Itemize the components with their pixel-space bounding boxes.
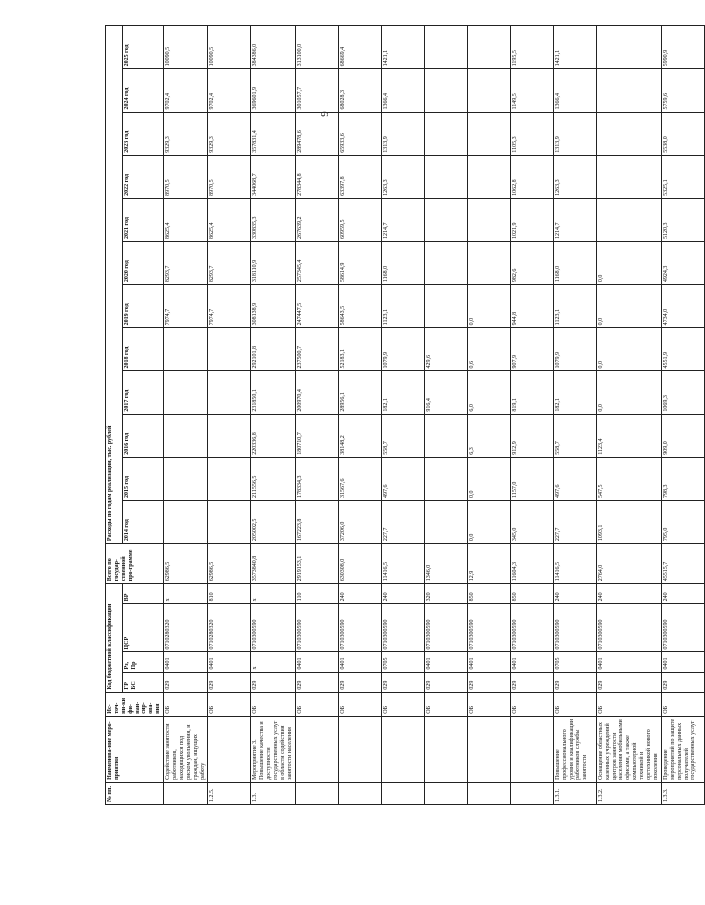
row-year-cell: 6,3 (467, 414, 510, 457)
row-csr-cell: 0710280320 (208, 604, 251, 652)
row-year-cell: 0,0 (596, 371, 661, 414)
row-source-cell: ОБ (510, 692, 553, 716)
row-year-cell: 1214,7 (381, 198, 424, 241)
row-year-cell: 38148,2 (338, 414, 381, 457)
table-row (208, 26, 251, 805)
row-year-cell (467, 69, 510, 112)
row-year-cell: 10090,5 (208, 26, 251, 69)
row-year-cell: 4551,9 (661, 328, 704, 371)
row-year-cell: 182,1 (553, 371, 596, 414)
row-year-cell: 497,6 (553, 457, 596, 500)
row-year-cell: 180710,7 (295, 414, 338, 457)
row-year-cell: 8970,5 (164, 155, 208, 198)
row-csr-cell: 0710300590 (661, 604, 704, 652)
row-year-cell: 909,0 (661, 414, 704, 457)
row-year-cell: 178334,3 (295, 457, 338, 500)
row-year-cell: 5759,6 (661, 69, 704, 112)
row-year-cell: 182,1 (381, 371, 424, 414)
row-num-cell: 1.3.3. (661, 782, 704, 804)
row-name-cell (295, 716, 338, 782)
row-year-cell: 278344,8 (295, 155, 338, 198)
row-vr-cell: 240 (596, 584, 661, 604)
row-vr-cell: 240 (338, 584, 381, 604)
row-year-cell: 1123,4 (596, 414, 661, 457)
row-year-cell: 0,6 (467, 328, 510, 371)
row-year-cell: 267639,2 (295, 198, 338, 241)
row-year-cell: 1214,7 (553, 198, 596, 241)
row-source-cell: ОБ (553, 692, 596, 716)
row-year-cell (164, 457, 208, 500)
row-year-cell: 9702,4 (208, 69, 251, 112)
row-year-cell (596, 69, 661, 112)
row-source-cell: ОБ (381, 692, 424, 716)
row-year-cell: 227,7 (553, 500, 596, 543)
row-year-cell: 9702,4 (164, 69, 208, 112)
row-total-cell: 2919153,1 (295, 544, 338, 584)
row-csr-cell: 0710300590 (510, 604, 553, 652)
row-name-cell (510, 716, 553, 782)
rotated-table-container (105, 25, 697, 805)
row-year-cell: 9329,3 (164, 112, 208, 155)
row-grbs-cell: 029 (338, 672, 381, 692)
row-rzpr-cell: x (251, 652, 295, 672)
row-year-cell: 0,0 (467, 457, 510, 500)
row-year-cell: 819,1 (510, 371, 553, 414)
row-year-cell (424, 155, 467, 198)
row-year-cell: 1421,1 (381, 26, 424, 69)
row-year-cell: 227,7 (381, 500, 424, 543)
row-year-cell: 1079,9 (553, 328, 596, 371)
row-year-cell (164, 414, 208, 457)
row-year-cell: 63397,8 (338, 155, 381, 198)
row-year-cell (424, 457, 467, 500)
row-source-cell: ОБ (251, 692, 295, 716)
row-rzpr-cell: 0401 (510, 652, 553, 672)
row-grbs-cell: 029 (467, 672, 510, 692)
row-year-cell (596, 112, 661, 155)
row-year-cell: 429,6 (424, 328, 467, 371)
table-row (596, 26, 661, 805)
row-year-cell: 58614,9 (338, 242, 381, 285)
header-year: 2021 год (123, 198, 164, 241)
header-num: № пп. (106, 782, 164, 804)
row-num-cell (295, 782, 338, 804)
row-total-cell: 11416,5 (381, 544, 424, 584)
row-year-cell: 68669,4 (338, 26, 381, 69)
row-rzpr-cell: 0401 (208, 652, 251, 672)
row-total-cell: 12,9 (467, 544, 510, 584)
row-year-cell: 558,7 (553, 414, 596, 457)
row-year-cell: 344068,7 (251, 155, 295, 198)
header-year: 2016 год (123, 414, 164, 457)
row-year-cell: 289478,6 (295, 112, 338, 155)
row-year-cell (164, 500, 208, 543)
row-year-cell: 1366,4 (553, 69, 596, 112)
row-year-cell: 1168,0 (553, 242, 596, 285)
row-year-cell (467, 112, 510, 155)
row-year-cell: 8625,4 (164, 198, 208, 241)
row-num-cell (381, 782, 424, 804)
row-rzpr-cell: 0401 (596, 652, 661, 672)
header-grbs: ГР БС (123, 672, 164, 692)
row-year-cell: 912,9 (510, 414, 553, 457)
row-year-cell: 37206,0 (338, 500, 381, 543)
row-year-cell: 200970,4 (295, 371, 338, 414)
row-grbs-cell: 029 (553, 672, 596, 692)
row-year-cell: 1195,5 (510, 26, 553, 69)
row-year-cell (424, 414, 467, 457)
row-vr-cell: 320 (424, 584, 467, 604)
table-row (467, 26, 510, 805)
row-source-cell: ОБ (338, 692, 381, 716)
row-csr-cell: 0710300590 (424, 604, 467, 652)
row-num-cell: 1.2.5. (208, 782, 251, 804)
header-year: 2014 год (123, 500, 164, 543)
row-year-cell: 1123,1 (381, 285, 424, 328)
row-year-cell: 8293,7 (208, 242, 251, 285)
row-year-cell: 982,6 (510, 242, 553, 285)
budget-table (105, 25, 705, 805)
row-year-cell (424, 242, 467, 285)
row-year-cell: 167223,8 (295, 500, 338, 543)
row-year-cell: 257345,4 (295, 242, 338, 285)
row-name-cell (208, 716, 251, 782)
row-grbs-cell: 029 (251, 672, 295, 692)
header-year: 2024 год (123, 69, 164, 112)
row-year-cell: 1168,0 (381, 242, 424, 285)
row-year-cell: 292101,8 (251, 328, 295, 371)
row-year-cell: 8293,7 (164, 242, 208, 285)
row-year-cell: 7974,7 (164, 285, 208, 328)
row-vr-cell: 850 (510, 584, 553, 604)
row-name-cell: Мероприятие 3. Повышение качества и доступности государственных услуг в области содействия занятости населения (251, 716, 295, 782)
row-name-cell: Оснащение областных казенных учреждений центров занятости населения мобильными офисами, а также компьютерной техникой и оргтехникой нового поколения (596, 716, 661, 782)
header-source: Ис-точ-ни-ки фи-нан-сир-ова-ния (106, 692, 164, 716)
row-vr-cell: 810 (208, 584, 251, 604)
row-name-cell (424, 716, 467, 782)
header-year: 2020 год (123, 242, 164, 285)
header-year: 2025 год (123, 26, 164, 69)
row-year-cell: 68028,3 (338, 69, 381, 112)
row-num-cell: 1.3. (251, 782, 295, 804)
row-year-cell: 369601,9 (251, 69, 295, 112)
row-year-cell: 5120,3 (661, 198, 704, 241)
row-year-cell (467, 242, 510, 285)
row-year-cell (208, 414, 251, 457)
row-year-cell: 9329,3 (208, 112, 251, 155)
row-year-cell: 5325,1 (661, 155, 704, 198)
row-year-cell: 798,3 (661, 457, 704, 500)
row-year-cell (596, 198, 661, 241)
row-year-cell: 384386,0 (251, 26, 295, 69)
row-year-cell: 0,0 (596, 242, 661, 285)
row-year-cell: 28956,1 (338, 371, 381, 414)
row-year-cell (596, 155, 661, 198)
row-grbs-cell: 029 (424, 672, 467, 692)
header-year: 2018 год (123, 328, 164, 371)
row-source-cell: ОБ (295, 692, 338, 716)
row-year-cell (424, 285, 467, 328)
row-year-cell: 907,9 (510, 328, 553, 371)
row-vr-cell: 240 (661, 584, 704, 604)
row-year-cell (467, 198, 510, 241)
row-num-cell: 1.3.1. (553, 782, 596, 804)
row-csr-cell: 0710300590 (553, 604, 596, 652)
row-name-cell: Проведение мероприятий по защите персональных данных получателей государственных услуг (661, 716, 704, 782)
row-num-cell (164, 782, 208, 804)
row-total-cell: 3573840,8 (251, 544, 295, 584)
row-total-cell: 62986,5 (164, 544, 208, 584)
row-name-cell (467, 716, 510, 782)
row-vr-cell: 240 (381, 584, 424, 604)
row-csr-cell: 0710300590 (338, 604, 381, 652)
row-year-cell: 211556,5 (251, 457, 295, 500)
row-year-cell: 795,0 (661, 500, 704, 543)
row-year-cell: 1021,9 (510, 198, 553, 241)
row-year-cell: 345,0 (510, 500, 553, 543)
row-year-cell: 0,0 (596, 285, 661, 328)
row-csr-cell: 0710300590 (251, 604, 295, 652)
row-vr-cell: 850 (467, 584, 510, 604)
row-year-cell: 944,8 (510, 285, 553, 328)
row-year-cell: 1093,1 (596, 500, 661, 543)
row-csr-cell: 0710300590 (295, 604, 338, 652)
table-row (164, 26, 208, 805)
row-year-cell: 0,0 (596, 328, 661, 371)
row-num-cell (467, 782, 510, 804)
row-year-cell: 558,7 (381, 414, 424, 457)
table-row (381, 26, 424, 805)
row-grbs-cell: 029 (208, 672, 251, 692)
page-number: 9 (318, 111, 331, 117)
row-year-cell (596, 26, 661, 69)
row-num-cell (424, 782, 467, 804)
header-year: 2023 год (123, 112, 164, 155)
row-vr-cell: x (164, 584, 208, 604)
row-year-cell: 1263,3 (553, 155, 596, 198)
row-year-cell: 1313,9 (381, 112, 424, 155)
row-rzpr-cell: 0401 (424, 652, 467, 672)
header-year: 2017 год (123, 371, 164, 414)
row-year-cell: 220336,8 (251, 414, 295, 457)
row-year-cell: 1123,1 (553, 285, 596, 328)
row-grbs-cell: 029 (510, 672, 553, 692)
row-name-cell (338, 716, 381, 782)
row-year-cell: 231850,1 (251, 371, 295, 414)
header-rzpr: Рз, Пр (123, 652, 164, 672)
row-year-cell (208, 500, 251, 543)
header-name: Наименова-ние меро-приятия (106, 716, 164, 782)
row-num-cell: 1.3.2. (596, 782, 661, 804)
row-vr-cell: x (251, 584, 295, 604)
row-year-cell (424, 26, 467, 69)
row-year-cell: 916,4 (424, 371, 467, 414)
row-year-cell (164, 328, 208, 371)
row-year-cell: 1105,3 (510, 112, 553, 155)
row-total-cell: 630308,0 (338, 544, 381, 584)
header-year: 2019 год (123, 285, 164, 328)
table-row (424, 26, 467, 805)
row-source-cell: ОБ (661, 692, 704, 716)
row-source-cell: ОБ (424, 692, 467, 716)
header-vr: ВР (123, 584, 164, 604)
row-rzpr-cell: 0401 (295, 652, 338, 672)
row-year-cell (164, 371, 208, 414)
row-total-cell: 11416,5 (553, 544, 596, 584)
row-csr-cell: 0710280320 (164, 604, 208, 652)
row-year-cell: 1157,0 (510, 457, 553, 500)
row-year-cell: 1149,5 (510, 69, 553, 112)
row-year-cell: 318110,9 (251, 242, 295, 285)
row-name-cell: Повышение профессионального уровня и квалификации работников службы занятости (553, 716, 596, 782)
table-row (338, 26, 381, 805)
row-source-cell: ОБ (467, 692, 510, 716)
row-total-cell: 45515,7 (661, 544, 704, 584)
table-row (295, 26, 338, 805)
row-vr-cell: 240 (553, 584, 596, 604)
row-year-cell: 4924,3 (661, 242, 704, 285)
row-year-cell: 497,6 (381, 457, 424, 500)
row-year-cell: 357831,4 (251, 112, 295, 155)
row-total-cell: 62986,5 (208, 544, 251, 584)
row-rzpr-cell: 0705 (553, 652, 596, 672)
row-year-cell: 5538,0 (661, 112, 704, 155)
row-grbs-cell: 029 (295, 672, 338, 692)
header-code-group: Код бюджетной классификации (106, 584, 123, 692)
row-year-cell: 58643,5 (338, 285, 381, 328)
table-body (164, 26, 705, 805)
row-num-cell (338, 782, 381, 804)
table-row (251, 26, 295, 805)
row-year-cell (424, 112, 467, 155)
row-year-cell: 330835,3 (251, 198, 295, 241)
table-row (553, 26, 596, 805)
row-year-cell (208, 328, 251, 371)
row-year-cell (424, 69, 467, 112)
row-source-cell: ОБ (164, 692, 208, 716)
row-year-cell: 60959,5 (338, 198, 381, 241)
header-total: Всего по государ-ственной про-грамме (106, 544, 164, 584)
row-year-cell (424, 198, 467, 241)
row-year-cell: 8625,4 (208, 198, 251, 241)
row-grbs-cell: 029 (661, 672, 704, 692)
row-year-cell: 301057,7 (295, 69, 338, 112)
row-rzpr-cell: 0401 (467, 652, 510, 672)
row-year-cell: 205002,5 (251, 500, 295, 543)
row-year-cell: 1069,3 (661, 371, 704, 414)
row-year-cell: 52183,1 (338, 328, 381, 371)
row-name-cell (381, 716, 424, 782)
row-total-cell: 2764,0 (596, 544, 661, 584)
row-year-cell: 7974,7 (208, 285, 251, 328)
document-frame (105, 25, 697, 805)
row-csr-cell: 0710300590 (381, 604, 424, 652)
row-year-cell (208, 371, 251, 414)
row-year-cell (467, 26, 510, 69)
row-year-cell (208, 457, 251, 500)
row-year-cell: 8970,5 (208, 155, 251, 198)
row-year-cell: 0,0 (467, 500, 510, 543)
row-grbs-cell: 029 (381, 672, 424, 692)
header-year: 2022 год (123, 155, 164, 198)
row-csr-cell: 0710300590 (467, 604, 510, 652)
table-row (661, 26, 704, 805)
row-total-cell: 11604,3 (510, 544, 553, 584)
row-rzpr-cell: 0401 (164, 652, 208, 672)
table-row (510, 26, 553, 805)
row-year-cell: 313100,0 (295, 26, 338, 69)
header-csr: ЦСР (123, 604, 164, 652)
row-year-cell: 308138,9 (251, 285, 295, 328)
row-year-cell: 1313,9 (553, 112, 596, 155)
row-year-cell: 1062,8 (510, 155, 553, 198)
row-year-cell: 10090,5 (164, 26, 208, 69)
row-year-cell: 247447,5 (295, 285, 338, 328)
row-year-cell: 547,5 (596, 457, 661, 500)
row-rzpr-cell: 0705 (381, 652, 424, 672)
row-year-cell: 1366,4 (381, 69, 424, 112)
row-grbs-cell: 029 (596, 672, 661, 692)
row-year-cell: 1079,9 (381, 328, 424, 371)
row-num-cell (510, 782, 553, 804)
row-year-cell: 65933,6 (338, 112, 381, 155)
row-year-cell: 6,0 (467, 371, 510, 414)
row-csr-cell: 0710300590 (596, 604, 661, 652)
row-year-cell: 1263,3 (381, 155, 424, 198)
row-source-cell: ОБ (596, 692, 661, 716)
row-year-cell: 0,0 (467, 285, 510, 328)
row-name-cell: Содействие занятости работников, находящихся под риском увольнения, и граждан, ищущих работу (164, 716, 208, 782)
row-rzpr-cell: 0401 (338, 652, 381, 672)
row-source-cell: ОБ (208, 692, 251, 716)
row-grbs-cell: 029 (164, 672, 208, 692)
row-year-cell: 5990,9 (661, 26, 704, 69)
row-rzpr-cell: 0401 (661, 652, 704, 672)
row-total-cell: 1346,0 (424, 544, 467, 584)
row-year-cell: 4734,0 (661, 285, 704, 328)
row-year-cell: 31567,6 (338, 457, 381, 500)
row-year-cell (467, 155, 510, 198)
header-expense-group: Расходы по годам реализации, тыс. рублей (106, 26, 123, 544)
row-year-cell: 1421,1 (553, 26, 596, 69)
header-year: 2015 год (123, 457, 164, 500)
row-year-cell: 237500,7 (295, 328, 338, 371)
row-vr-cell: 110 (295, 584, 338, 604)
row-year-cell (424, 500, 467, 543)
